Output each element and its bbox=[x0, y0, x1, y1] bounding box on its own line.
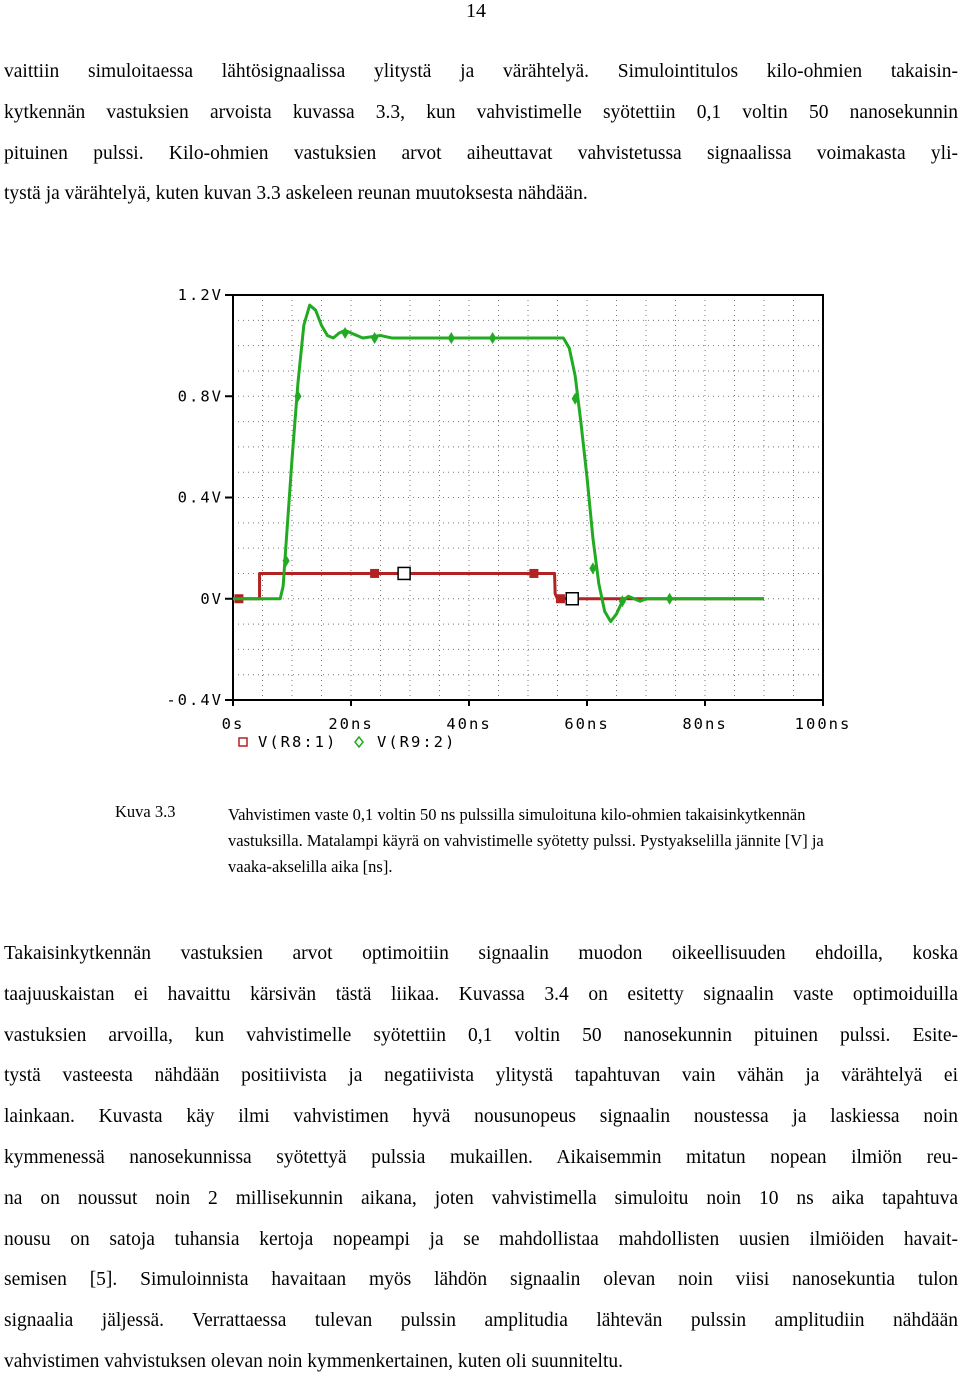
paragraph-line: kymmenessä nanosekunnissa syötettyä pulssia mukaillen. Aikaisemmin mitatun nopean ilmiön reu- bbox=[4, 1146, 958, 1168]
paragraph-line: vaittiin simuloitaessa lähtösignaalissa ylitystä ja värähtelyä. Simulointitulos kilo-ohmien takaisin- bbox=[4, 61, 958, 82]
paragraph-line: pituinen pulssi. Kilo-ohmien vastuksien arvot aiheuttavat vahvistetussa signaalissa voimakasta yli- bbox=[4, 142, 958, 164]
probe-marker bbox=[566, 593, 578, 605]
figure-caption-label: Kuva 3.3 bbox=[115, 802, 176, 821]
y-tick-label: 0.8V bbox=[177, 387, 223, 406]
caption-line: vastuksilla. Matalampi käyrä on vahvistimelle syötetty pulssi. Pystyakselilla jännite [V] ja bbox=[228, 831, 824, 850]
page-number: 14 bbox=[466, 0, 486, 22]
paragraph-line: tystä vasteesta nähdään positiivista ja negatiivista ylitystä tapahtuvan vain vähän ja värähtelyä ei bbox=[4, 1065, 958, 1087]
data-point bbox=[448, 333, 454, 343]
paragraph-line: nousu on satoja tuhansia kertoja nopeampi ja se mahdollistaa mahdollisten uusien ilmiöiden havait- bbox=[4, 1228, 958, 1250]
x-tick-label: 40ns bbox=[446, 715, 492, 733]
x-tick-label: 60ns bbox=[564, 715, 610, 733]
y-tick-label: 0.4V bbox=[177, 488, 223, 507]
legend-marker-v-r8-1 bbox=[239, 738, 247, 746]
series-line bbox=[233, 573, 764, 598]
data-point bbox=[530, 569, 538, 577]
paragraph-intro bbox=[4, 52, 958, 215]
paragraph-line: tystä ja värähtelyä, kuten kuvan 3.3 askeleen reunan muutoksesta nähdään. bbox=[4, 183, 588, 205]
figure-caption bbox=[228, 802, 958, 880]
y-tick-label: 1.2V bbox=[177, 286, 223, 304]
legend-marker-v-r9-2 bbox=[355, 737, 363, 747]
y-tick-label: 0V bbox=[200, 589, 223, 608]
legend-label-v-r9-2: V(R9:2) bbox=[377, 733, 457, 751]
x-axis-labels bbox=[222, 715, 852, 733]
paragraph-line: vahvistimen vahvistuksen olevan noin kymmenkertainen, kuten oli suunniteltu. bbox=[4, 1350, 624, 1372]
probe-marker bbox=[398, 567, 410, 579]
chart-legend bbox=[239, 733, 456, 751]
paragraph-line: Takaisinkytkennän vastuksien arvot optimoitiin signaalin muodon oikeellisuuden ehdoilla, koska bbox=[4, 943, 958, 964]
paragraph-line: semisen [5]. Simuloinnista havaitaan myös lähdön signaalin olevan noin viisi nanosekuntia tulon bbox=[4, 1269, 958, 1291]
paragraph-discussion bbox=[4, 934, 958, 1383]
legend-label-v-r8-1: V(R8:1) bbox=[258, 733, 338, 751]
paragraph-line: signaalia jäljessä. Verrattaessa tulevan pulssin amplitudia lähtevän pulssin amplitudiin nähdään bbox=[4, 1310, 958, 1332]
data-point bbox=[371, 569, 379, 577]
paragraph-line: taajuuskaistan ei havaittu kärsivän tästä liikaa. Kuvassa 3.4 on esitetty signaalin vaste optimoiduilla bbox=[4, 983, 958, 1005]
data-point bbox=[342, 328, 348, 338]
x-tick-label: 100ns bbox=[794, 715, 852, 733]
paragraph-line: lainkaan. Kuvasta käy ilmi vahvistimen hyvä nousunopeus signaalin noustessa ja laskiessa noin bbox=[4, 1106, 958, 1128]
data-point bbox=[667, 594, 673, 604]
y-axis-labels bbox=[166, 286, 223, 709]
chart-frame bbox=[225, 295, 823, 706]
x-tick-label: 20ns bbox=[328, 715, 374, 733]
caption-line: vaaka-akselilla aika [ns]. bbox=[228, 857, 393, 876]
chart-grid bbox=[233, 295, 823, 700]
x-tick-label: 0s bbox=[221, 715, 245, 733]
x-tick-label: 80ns bbox=[682, 715, 728, 733]
simulation-chart bbox=[0, 278, 960, 778]
y-tick-label: -0.4V bbox=[166, 691, 223, 709]
paragraph-line: na on noussut noin 2 millisekunnin aikana, joten vahvistimella simuloitu noin 10 ns aika tapahtuva bbox=[4, 1187, 958, 1209]
caption-line: Vahvistimen vaste 0,1 voltin 50 ns pulssilla simuloituna kilo-ohmien takaisinkytkennän bbox=[228, 805, 806, 824]
data-point bbox=[556, 595, 564, 603]
paragraph-line: vastuksien arvoilla, kun vahvistimelle syötettiin 0,1 voltin 50 nanosekunnin pituinen pulssi. Esite- bbox=[4, 1024, 958, 1046]
paragraph-line: kytkennän vastuksien arvoista kuvassa 3.3, kun vahvistimelle syötettiin 0,1 voltin 50 nanosekunnin bbox=[4, 101, 958, 123]
data-point bbox=[490, 333, 496, 343]
